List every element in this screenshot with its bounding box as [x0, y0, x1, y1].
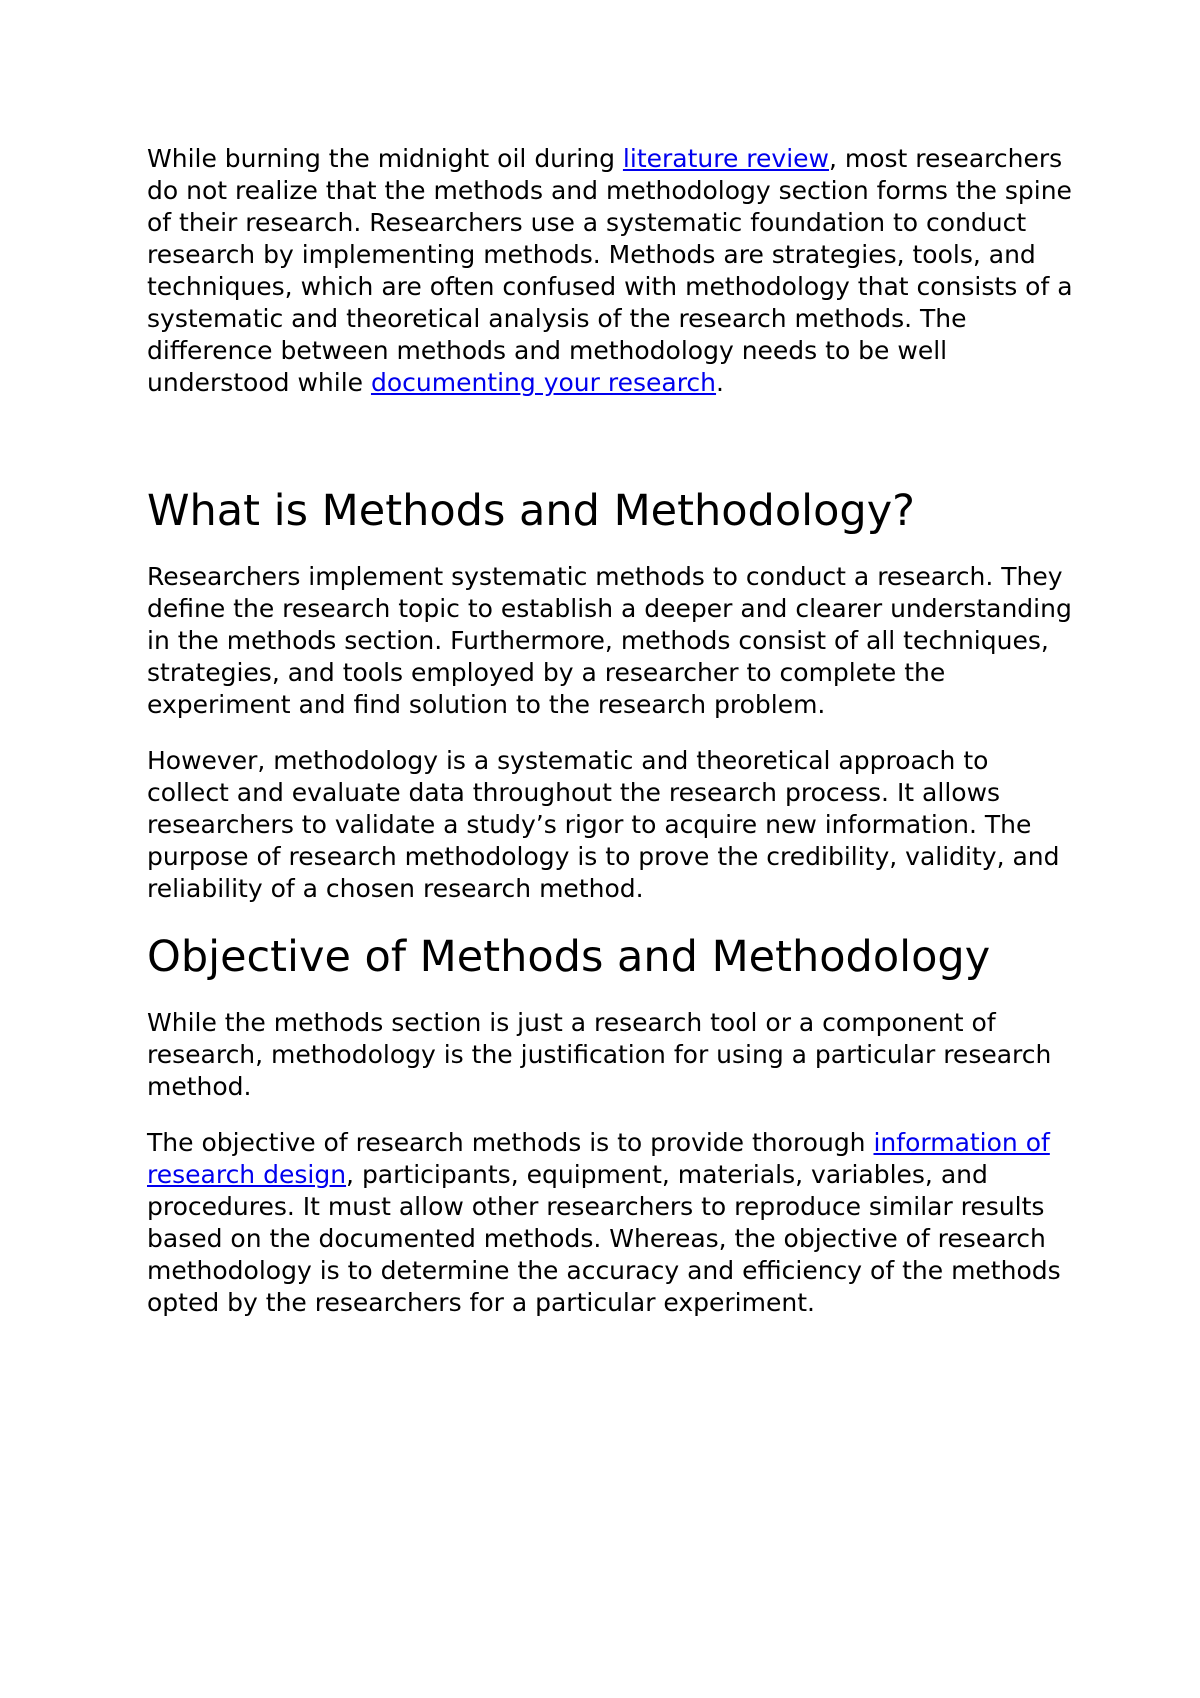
- methodology-paragraph: However, methodology is a systematic and theoretical approach to collect and evaluate data throughout the research process. It allows researchers to validate a study’s rigor to acquire new information. The purpose of research methodology is to prove the credibility, validity, and reliability of a chosen research method.: [147, 746, 1060, 903]
- intro-paragraph: [147, 143, 1077, 399]
- methods-paragraph: Researchers implement systematic methods to conduct a research. They define the research topic to establish a deeper and clearer understanding in the methods section. Furthermore, methods consist of all techniques, strategies, and tools employed by a researcher to complete the experiment and find solution to the research problem.: [147, 562, 1072, 719]
- heading-objective: Objective of Methods and Methodology: [147, 932, 991, 982]
- intro-text-2: , most researchers do not realize that the methods and methodology section forms the spine of their research. Researchers use a systematic foundation to conduct research by implementing methods. Methods are strategies, tools, and techniques, which are often confused with methodology that consists of a systematic and theoretical analysis of the research methods. The difference between methods and methodology needs to be well understood while: [147, 144, 1073, 397]
- document-page: [147, 143, 1077, 1319]
- objective-paragraph-1: While the methods section is just a research tool or a component of research, methodology is the justification for using a particular research method.: [147, 1008, 1052, 1101]
- objective-paragraph-2: [147, 1127, 1077, 1319]
- documenting-research-link[interactable]: documenting your research: [370, 368, 717, 397]
- intro-text-3: .: [716, 368, 724, 397]
- literature-review-link[interactable]: literature review: [622, 144, 829, 173]
- objective-text-1: The objective of research methods is to provide thorough: [147, 1128, 874, 1157]
- heading-what-is-methods: What is Methods and Methodology?: [147, 486, 915, 536]
- research-design-link[interactable]: information of research design: [147, 1128, 1050, 1189]
- objective-text-2: , participants, equipment, materials, variables, and procedures. It must allow other researchers to reproduce similar results based on the documented methods. Whereas, the objective of research methodology is to determine the accuracy and efficiency of the methods opted by the researchers for a particular experiment.: [147, 1160, 1061, 1317]
- intro-text-1: While burning the midnight oil during: [147, 144, 623, 173]
